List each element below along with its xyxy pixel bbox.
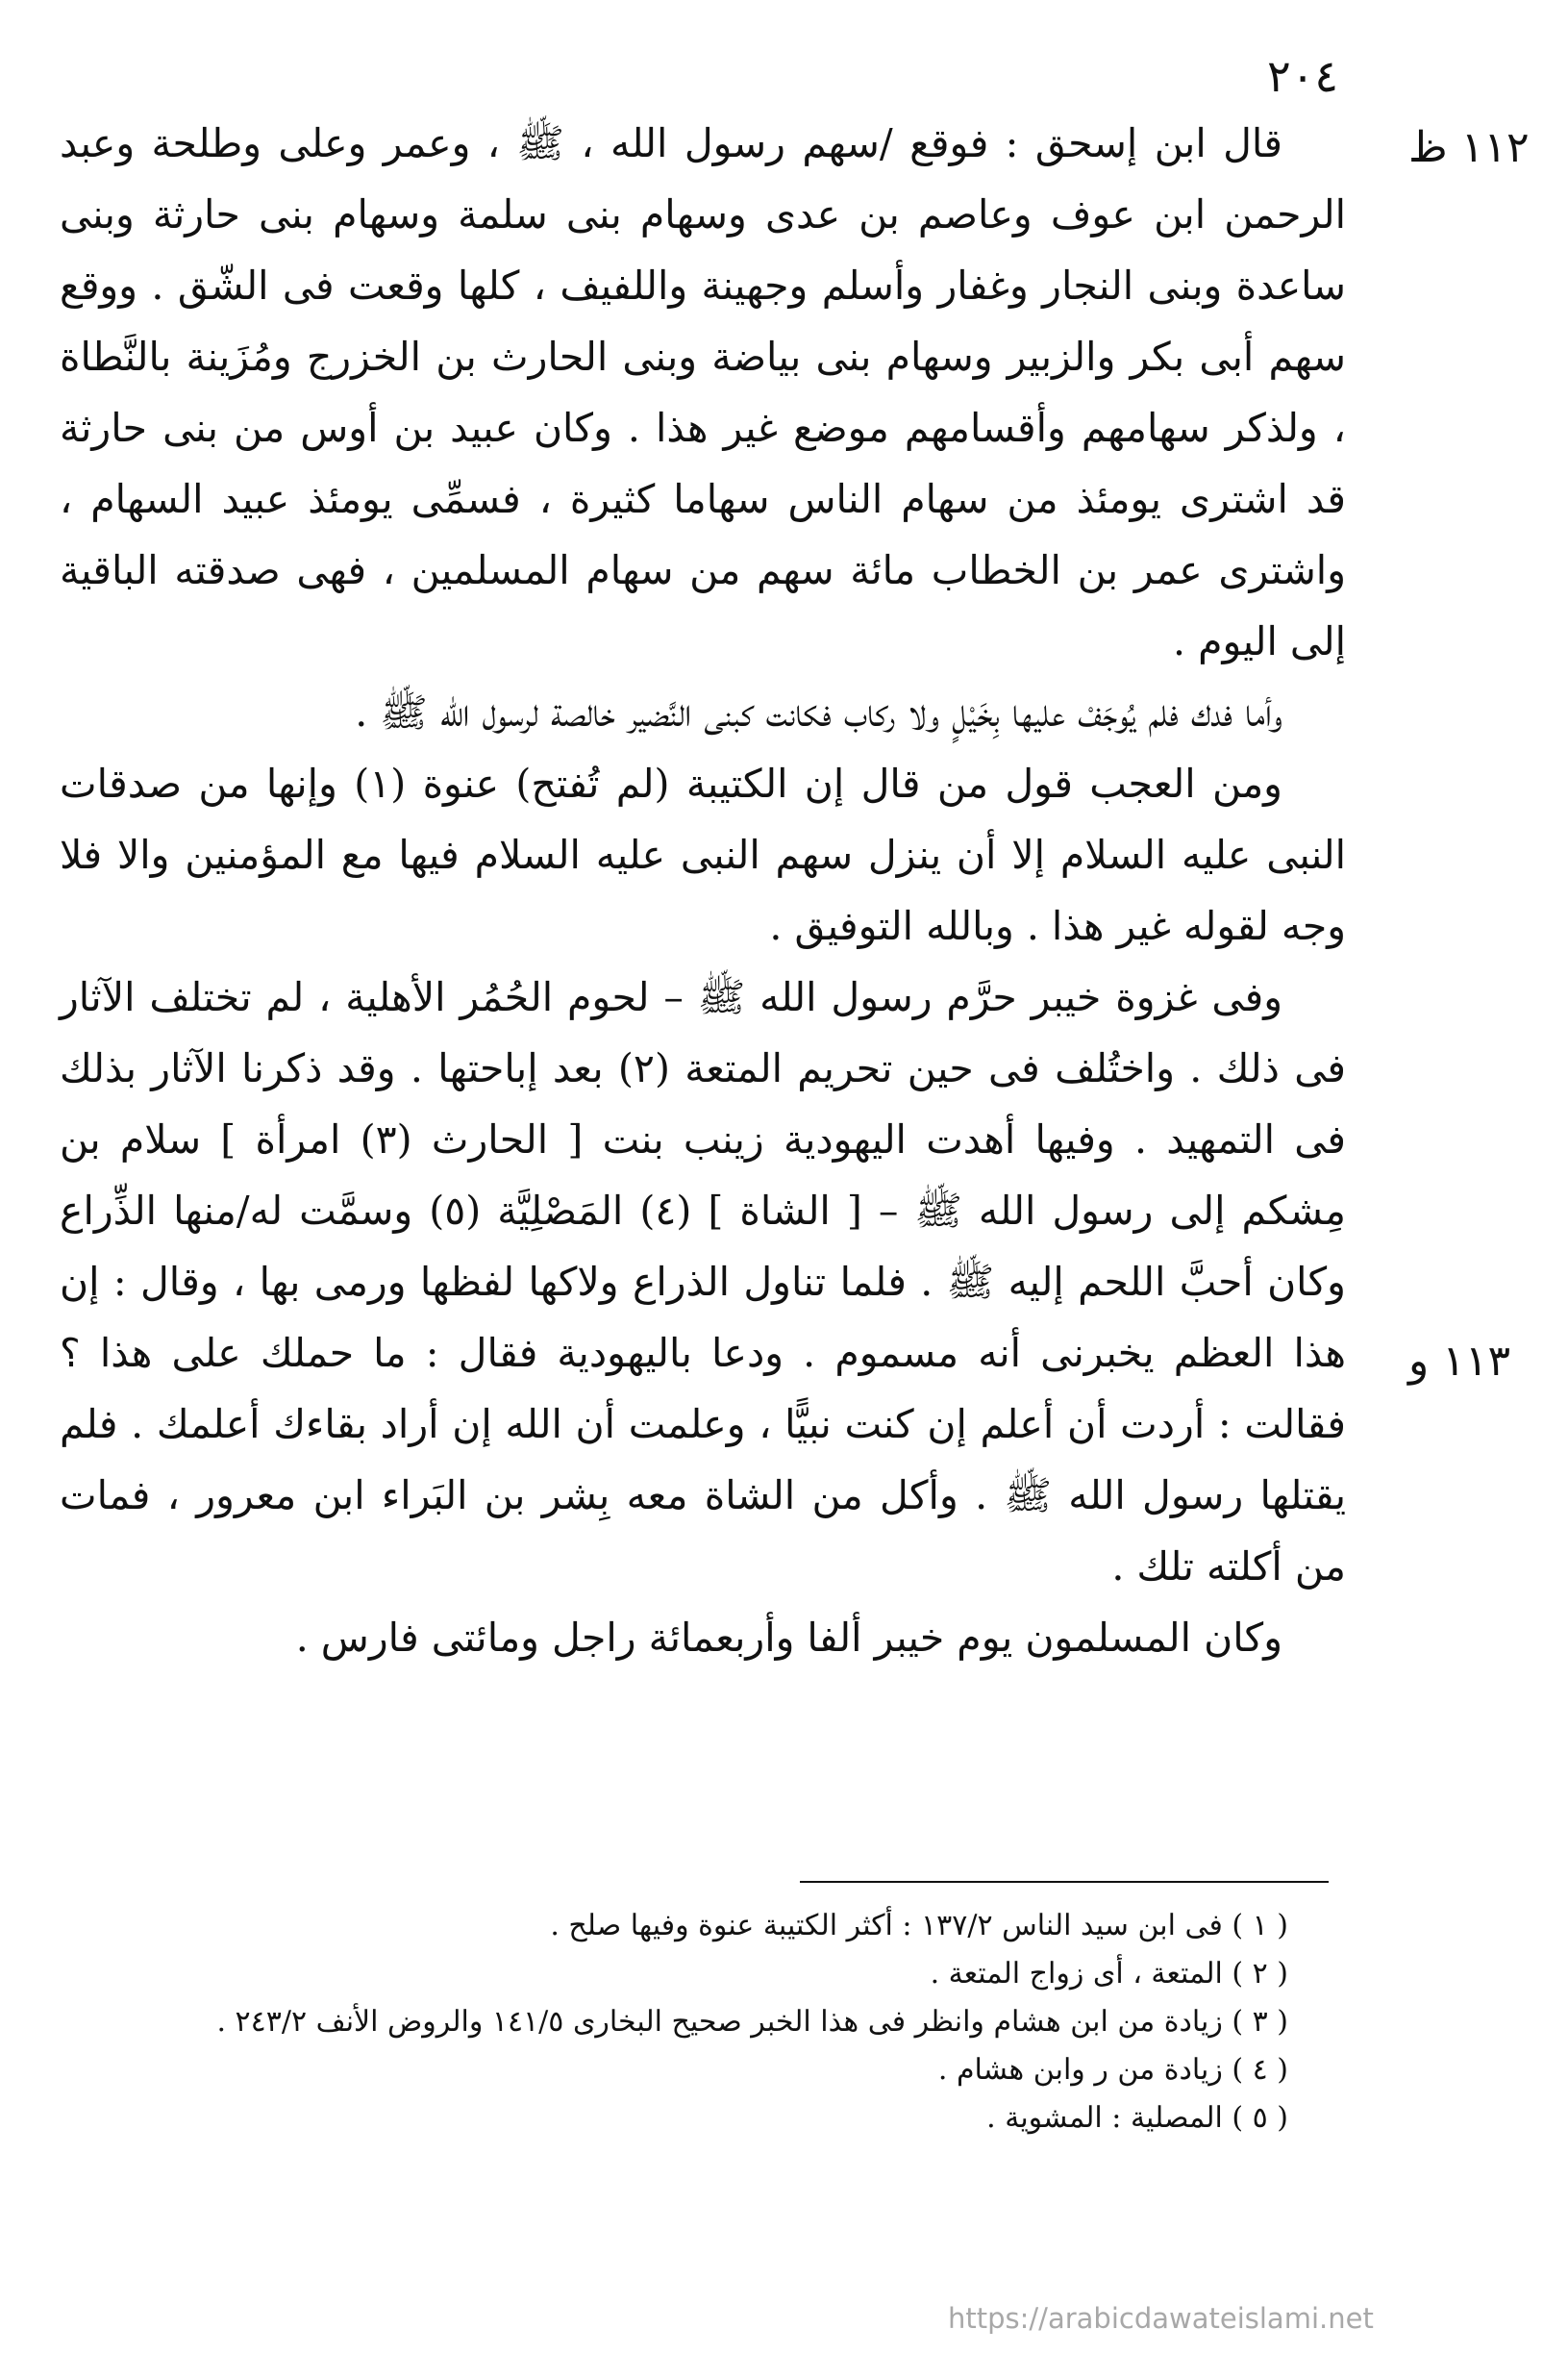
watermark-url: https://arabicdawateislami.net: [948, 2302, 1374, 2335]
margin-folio-note: ١١٣ و: [1408, 1337, 1511, 1386]
footnote: ( ١ ) فى ابن سيد الناس ١٣٧/٢ : أكثر الكتيبة عنوة وفيها صلح .: [550, 1909, 1288, 1942]
paragraph: وكان المسلمون يوم خيبر ألفا وأربعمائة راجل ومائتى فارس .: [295, 1615, 1282, 1661]
footnotes: [96, 1902, 1288, 2142]
paragraph: وفى غزوة خيبر حرَّم رسول الله ﷺ – لحوم الحُمُر الأهلية ، لم تختلف الآثار فى ذلك . واختُلف فى حين تحريم المتعة (٢) بعد إباحتها . وقد ذكرنا الآثار بذلك فى التمهيد . وفيها أهدت اليهودية زينب بنت [ الحارث (٣) امرأة ] سلام بن مِشكم إلى رسول الله ﷺ – [ الشاة ] (٤) المَصْلِيَّة (٥) وسمَّت له/منها الذِّراع وكان أحبَّ اللحم إليه ﷺ . فلما تناول الذراع ولاكها لفظها ورمى بها ، وقال : إن هذا العظم يخبرنى أنه مسموم . ودعا باليهودية فقال : ما حملك على هذا ؟ فقالت : أردت أن أعلم إن كنت نبيًّا ، وعلمت أن الله إن أراد بقاءك أعلمك . فلم يقتلها رسول الله ﷺ . وأكل من الشاة معه بِشر بن البَراء ابن معرور ، فمات من أكلته تلك .: [60, 974, 1347, 1590]
page-number: ٢٠٤: [1267, 50, 1339, 102]
paragraph: ومن العجب قول من قال إن الكتيبة (لم تُفتح) عنوة (١) وإنها من صدقات النبى عليه السلام إلا أن ينزل سهم النبى عليه السلام فيها مع المؤمنين والا فلا وجه لقوله غير هذا . وبالله التوفيق .: [60, 761, 1346, 949]
footnote: ( ٢ ) المتعة ، أى زواج المتعة .: [930, 1957, 1288, 1991]
footnote: ( ٣ ) زيادة من ابن هشام وانظر فى هذا الخبر صحيح البخارى ١٤١/٥ والروض الأنف ٢٤٣/٢ .: [216, 2005, 1288, 2039]
margin-folio-note: ١١٢ ظ: [1408, 123, 1530, 172]
footnote: ( ٥ ) المصلية : المشوية .: [986, 2101, 1288, 2135]
paragraph: قال ابن إسحق : فوقع /سهم رسول الله ، ﷺ ، وعمر وعلى وطلحة وعبد الرحمن ابن عوف وعاصم بن عدى وسهام بنى سلمة وسهام بنى حارثة وبنى ساعدة وبنى النجار وغفار وأسلم وجهينة واللفيف ، كلها وقعت فى الشّق . ووقع سهم أبى بكر والزبير وسهام بنى بياضة وبنى الحارث بن الخزرج ومُزَينة بالنَّطاة ، ولذكر سهامهم وأقسامهم موضع غير هذا . وكان عبيد بن أوس من بنى حارثة قد اشترى يومئذ من سهام الناس سهاما كثيرة ، فسمِّى يومئذ عبيد السهام ، واشترى عمر بن الخطاب مائة سهم من سهام المسلمين ، فهى صدقته الباقية إلى اليوم .: [60, 120, 1346, 664]
footnote: ( ٤ ) زيادة من ر وابن هشام .: [937, 2053, 1288, 2087]
footnote-divider: [800, 1881, 1329, 1883]
paragraph: وأما فدك فلم يُوجَفْ عليها بِخَيْلٍ ولا ركاب فكانت كبنى النَّضير خالصة لرسول الله ﷺ .: [355, 689, 1282, 736]
main-text: [60, 108, 1346, 1673]
